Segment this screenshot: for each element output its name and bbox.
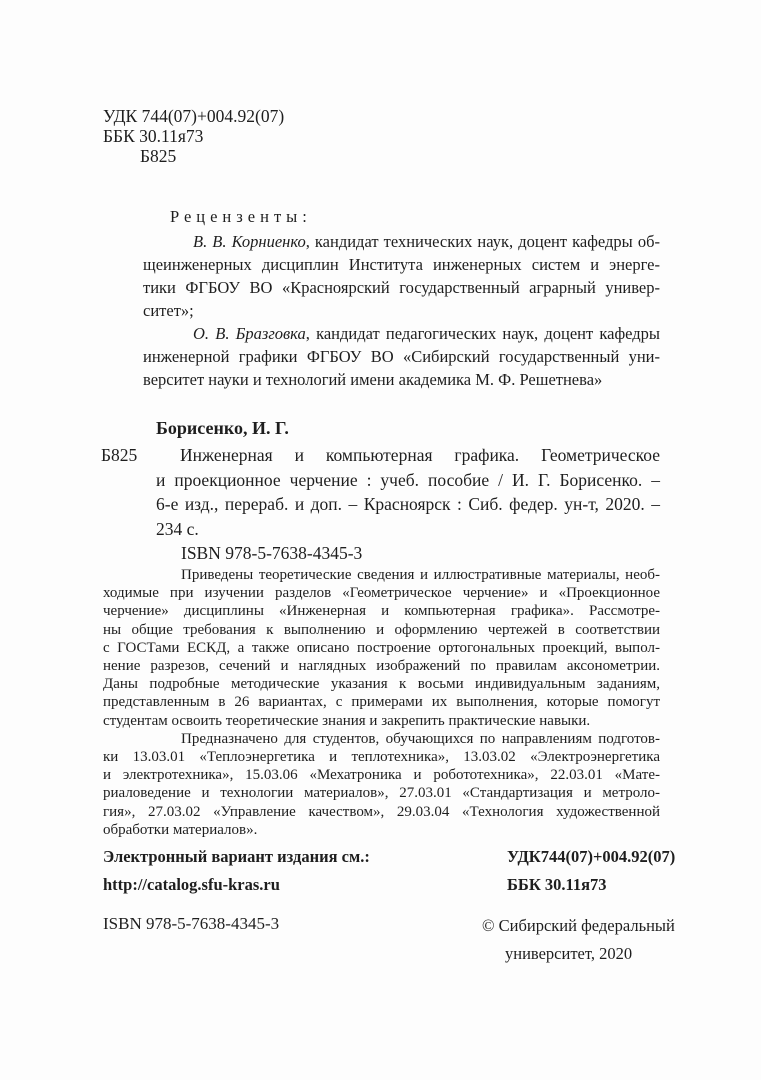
- author-sign-code: Б825: [101, 445, 138, 465]
- text-line: [143, 322, 660, 345]
- text-line: ны общие требования к выполнению и оформлению чертежей в соответствии: [103, 621, 660, 638]
- reviewers-block: [143, 205, 660, 391]
- text-line: риаловедение и технологии материалов», 27.03.01 «Стандартизация и метроло-: [103, 785, 660, 802]
- isbn-number: ISBN 978-5-7638-4345-3: [181, 543, 363, 563]
- reviewer-degree: , кандидат педагогических наук, доцент кафедры: [305, 324, 660, 343]
- text-line: гия», 27.03.02 «Управление качеством», 29.03.04 «Технология художественной: [103, 803, 660, 820]
- text-line: инженерной графики ФГБОУ ВО «Сибирский государственный уни-: [143, 347, 660, 366]
- isbn-number: ISBN 978-5-7638-4345-3: [103, 914, 280, 933]
- text-line: и электротехника», 15.03.06 «Мехатроника и робототехника», 22.03.01 «Мате-: [103, 767, 660, 784]
- reviewer-name: О. В. Бразговка: [193, 324, 306, 343]
- text-line: ситет»;: [143, 301, 194, 320]
- text-line: студентам освоить теоретические знания и закрепить практические навыки.: [103, 712, 591, 729]
- text-line: черчение» дисциплины «Инженерная и компьютерная графика». Рассмотре-: [103, 603, 660, 620]
- text-line: 6-е изд., перераб. и доп. – Красноярск : Сиб. федер. ун-т, 2020. –: [156, 494, 660, 514]
- text-line: Даны подробные методические указания к восьми индивидуальным заданиям,: [103, 676, 660, 693]
- text-line: обработки материалов».: [103, 821, 258, 838]
- udc-code: УДК 744(07)+004.92(07): [103, 106, 285, 126]
- text-line: с ГОСТами ЕСКД, а также описано построение ортогональных проекций, выпол-: [103, 639, 660, 656]
- copyright-line-1: © Сибирский федеральный: [482, 916, 675, 935]
- text-line: представленным в 26 вариантах, с примерами их выполнения, которые помогут: [103, 694, 660, 711]
- reviewers-heading: Рецензенты:: [170, 207, 312, 226]
- annotation-block: [103, 566, 660, 839]
- author-sign-code: Б825: [140, 146, 177, 166]
- bbk-code: ББК 30.11я73: [507, 875, 607, 894]
- reviewer-name: В. В. Корниенко: [193, 232, 306, 251]
- footer-codes: [507, 843, 675, 899]
- text-line: [143, 230, 660, 253]
- text-line: верситет науки и технологий имени академика М. Ф. Решетнева»: [143, 370, 603, 389]
- ebook-url: http://catalog.sfu-kras.ru: [103, 875, 280, 894]
- text-line: Инженерная и компьютерная графика. Геометрическое: [180, 445, 660, 465]
- annotation-paragraph-2: [103, 730, 660, 839]
- ebook-info: [103, 843, 370, 899]
- ebook-note: Электронный вариант издания см.:: [103, 847, 370, 866]
- text-line: и проекционное черчение : учеб. пособие / И. Г. Борисенко. –: [156, 469, 660, 490]
- copyright-line-2: университет, 2020: [505, 944, 633, 963]
- text-line: Приведены теоретические сведения и иллюстративные материалы, необ-: [181, 567, 660, 583]
- text-line: ходимые при изучении разделов «Геометрическое черчение» и «Проекционное: [103, 585, 660, 602]
- udc-code: УДК744(07)+004.92(07): [507, 847, 676, 866]
- bbk-code: ББК 30.11я73: [103, 126, 204, 146]
- annotation-paragraph-1: [103, 566, 660, 730]
- copyright-notice: [482, 912, 675, 968]
- text-line: ки 13.03.01 «Теплоэнергетика и теплотехника», 13.03.02 «Электроэнергетика: [103, 749, 660, 766]
- text-line: щеинженерных дисциплин Института инженерных систем и энерге-: [143, 255, 660, 274]
- text-line: тики ФГБОУ ВО «Красноярский государственный аграрный универ-: [143, 278, 660, 297]
- top-codes-block: [103, 106, 284, 166]
- reviewer-entry-1: [143, 230, 660, 322]
- reviewer-entry-2: [143, 322, 660, 391]
- text-line: 234 с.: [156, 518, 199, 539]
- text-line: нение разрезов, сечений и наглядных изображений по правилам аксонометрии.: [103, 658, 660, 675]
- book-author: Борисенко, И. Г.: [156, 418, 289, 438]
- reviewer-degree: , кандидат технических наук, доцент кафедры об-: [305, 232, 660, 251]
- bibliographic-description: [156, 443, 660, 541]
- text-line: Предназначено для студентов, обучающихся по направлениям подготов-: [181, 730, 660, 747]
